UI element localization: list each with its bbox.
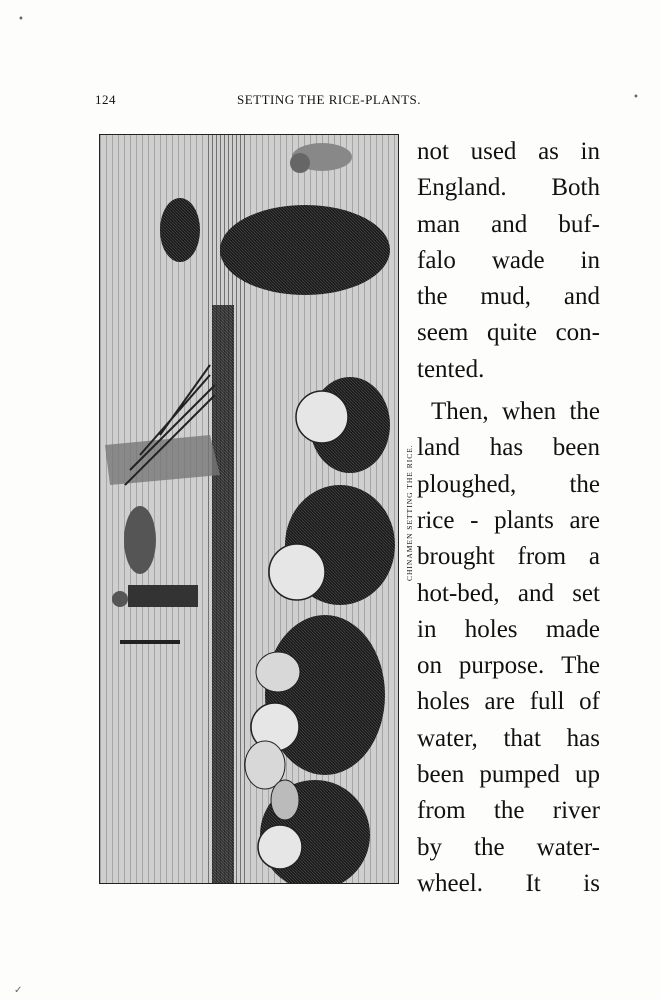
text-line: ploughed, the: [417, 470, 600, 498]
engraving-illustration: [99, 134, 399, 884]
text-line: wheel. It is: [417, 869, 600, 897]
illustration-caption: CHINAMEN SETTING THE RICE.: [405, 444, 414, 581]
text-line: not used as in: [417, 138, 600, 165]
text-line: the mud, and: [417, 283, 600, 311]
text-line: water, that has: [417, 724, 600, 752]
text-line: by the water-: [417, 833, 600, 861]
page-header: [95, 92, 595, 112]
text-line: hot-bed, and set: [417, 579, 600, 607]
text-line: holes are full of: [417, 688, 600, 716]
text-line: rice - plants are: [417, 506, 600, 534]
text-line: been pumped up: [417, 761, 600, 789]
text-line: England. Both: [417, 174, 600, 202]
text-line: in holes made: [417, 615, 600, 643]
text-line: brought from a: [417, 543, 600, 571]
text-line: falo wade in: [417, 246, 600, 274]
body-text: [417, 134, 600, 902]
running-head: SETTING THE RICE-PLANTS.: [237, 92, 422, 107]
text-line: seem quite con-: [417, 319, 600, 347]
text-line: land has been: [417, 434, 600, 462]
scan-speck: •: [18, 14, 24, 25]
scan-speck: •: [633, 92, 639, 103]
text-line: tented.: [417, 355, 485, 383]
engraving-image: [100, 135, 398, 883]
page-number: 124: [95, 92, 116, 107]
text-line: Then, when the: [431, 398, 600, 426]
scan-speck: ✓: [14, 985, 23, 996]
text-line: from the river: [417, 797, 600, 825]
text-line: on purpose. The: [417, 652, 600, 680]
text-line: man and buf-: [417, 210, 600, 238]
